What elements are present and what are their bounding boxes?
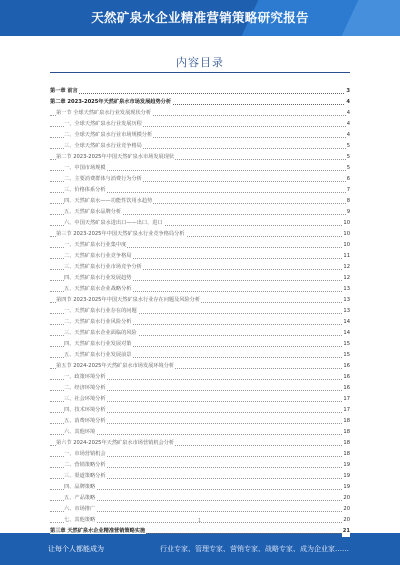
toc-entry-label: 一、市场营销机会 bbox=[64, 451, 106, 457]
toc-entry-label: 三、全球天然矿泉水行业竞争格局 bbox=[64, 143, 142, 149]
toc-entry[interactable] bbox=[50, 504, 350, 515]
toc-entry[interactable] bbox=[50, 284, 350, 295]
toc-entry-page: 11 bbox=[342, 251, 350, 262]
toc-entry-label: 六、其他环境 bbox=[64, 429, 96, 435]
toc-entry-label: 六、中国天然矿泉水进出口——出口、进口 bbox=[64, 220, 163, 226]
toc-entry-page: 4 bbox=[346, 108, 350, 119]
toc-entry-label: 四、天然矿泉水行业发展趋势 bbox=[64, 275, 132, 281]
page-number: 1 bbox=[198, 518, 202, 524]
toc-entry-label: 五、产品策略 bbox=[64, 495, 96, 501]
toc-entry[interactable] bbox=[50, 108, 350, 119]
toc-entry[interactable] bbox=[50, 97, 350, 108]
toc-entry-page: 10 bbox=[342, 240, 350, 251]
toc-entry-page: 16 bbox=[342, 361, 350, 372]
toc-entry[interactable] bbox=[50, 130, 350, 141]
toc-entry-page: 12 bbox=[342, 262, 350, 273]
toc-entry-label: 二、经济环境分析 bbox=[64, 385, 106, 391]
toc-entry-page: 16 bbox=[342, 383, 350, 394]
toc-entry[interactable] bbox=[50, 394, 350, 405]
toc-entry[interactable] bbox=[50, 163, 350, 174]
toc-entry[interactable] bbox=[50, 383, 350, 394]
toc-entry[interactable] bbox=[50, 438, 350, 449]
toc-entry-page: 14 bbox=[342, 317, 350, 328]
toc-entry-page: 15 bbox=[342, 350, 350, 361]
dot-leader bbox=[50, 93, 350, 94]
toc-entry[interactable] bbox=[50, 218, 350, 229]
toc-entry-page: 4 bbox=[345, 97, 350, 108]
toc-entry[interactable] bbox=[50, 229, 350, 240]
toc-entry-page: 5 bbox=[346, 152, 350, 163]
toc-entry[interactable] bbox=[50, 460, 350, 471]
toc-entry[interactable] bbox=[50, 185, 350, 196]
toc-entry-page: 18 bbox=[342, 438, 350, 449]
toc-entry-page: 13 bbox=[342, 306, 350, 317]
toc-entry-page: 15 bbox=[342, 339, 350, 350]
toc-entry[interactable] bbox=[50, 471, 350, 482]
toc-entry-page: 8 bbox=[346, 196, 350, 207]
toc-entry-page: 17 bbox=[342, 405, 350, 416]
toc-entry[interactable] bbox=[50, 416, 350, 427]
toc-entry-page: 19 bbox=[342, 482, 350, 493]
toc-entry-label: 第三节 2023-2025年中国天然矿泉水行业竞争格局分析 bbox=[56, 231, 185, 237]
toc-entry-label: 一、政策环境分析 bbox=[64, 374, 106, 380]
toc-entry[interactable] bbox=[50, 306, 350, 317]
toc-entry-label: 二、营销策略分析 bbox=[64, 462, 106, 468]
toc-entry[interactable] bbox=[50, 482, 350, 493]
toc-entry-label: 第三章 天然矿泉水企业精准营销策略实施 bbox=[50, 528, 146, 534]
toc-entry[interactable] bbox=[50, 372, 350, 383]
toc-entry-label: 三、天然矿泉水行业市场竞争分析 bbox=[64, 264, 142, 270]
toc-entry-page: 6 bbox=[346, 174, 350, 185]
toc-entry-page: 3 bbox=[345, 86, 350, 97]
toc-entry-label: 三、天然矿泉水企业面临的风险 bbox=[64, 330, 137, 336]
toc-entry-label: 四、技术环境分析 bbox=[64, 407, 106, 413]
toc-entry-label: 四、天然矿泉水——功能性饮用水趋势 bbox=[64, 198, 153, 204]
toc-entry[interactable] bbox=[50, 152, 350, 163]
toc-entry[interactable] bbox=[50, 317, 350, 328]
toc-entry-page: 4 bbox=[346, 130, 350, 141]
toc-entry-label: 第一章 前言 bbox=[50, 88, 78, 94]
toc-entry-page: 18 bbox=[342, 416, 350, 427]
toc-entry-label: 一、中国市场规模 bbox=[64, 165, 106, 171]
toc-entry[interactable] bbox=[50, 262, 350, 273]
report-header bbox=[0, 0, 400, 36]
toc-entry-label: 三、渠道策略分析 bbox=[64, 473, 106, 479]
toc-entry-label: 二、全球天然矿泉水行业市场规模分析 bbox=[64, 132, 153, 138]
toc-entry-page: 21 bbox=[342, 526, 350, 537]
footer-roles: 行业专家、管理专家、营销专家、战略专家、成为企业家…… bbox=[160, 545, 349, 553]
toc-entry-page: 13 bbox=[342, 295, 350, 306]
toc-entry[interactable] bbox=[50, 361, 350, 372]
toc-entry-label: 二、主要消费群体与消费行为分析 bbox=[64, 176, 142, 182]
toc-entry[interactable] bbox=[50, 339, 350, 350]
toc-entry-page: 12 bbox=[342, 273, 350, 284]
toc-entry-page: 5 bbox=[346, 141, 350, 152]
toc-entry-page: 20 bbox=[342, 504, 350, 515]
toc-entry-page: 14 bbox=[342, 328, 350, 339]
table-of-contents bbox=[50, 86, 350, 537]
toc-entry-page: 10 bbox=[342, 229, 350, 240]
toc-entry-label: 四、天然矿泉水行业发展对策 bbox=[64, 341, 132, 347]
toc-entry-page: 20 bbox=[342, 515, 350, 526]
footer-slogan: 让每个人都能成为 bbox=[48, 545, 104, 553]
toc-entry-label: 第六节 2024-2025年天然矿泉水市场营销机会分析 bbox=[56, 440, 175, 446]
report-title: 天然矿泉水企业精准营销策略研究报告 bbox=[91, 10, 309, 25]
toc-entry[interactable] bbox=[50, 350, 350, 361]
toc-entry[interactable] bbox=[50, 240, 350, 251]
toc-entry-page: 19 bbox=[342, 460, 350, 471]
toc-entry-page: 20 bbox=[342, 493, 350, 504]
toc-entry[interactable] bbox=[50, 86, 350, 97]
toc-entry-page: 7 bbox=[346, 185, 350, 196]
toc-entry-label: 五、天然矿泉水行业发展前景 bbox=[64, 352, 132, 358]
toc-entry[interactable] bbox=[50, 251, 350, 262]
toc-entry-label: 第二节 2023-2025年中国天然矿泉水市场发展现状 bbox=[56, 154, 175, 160]
toc-entry-label: 一、全球天然矿泉水行业发展历程 bbox=[64, 121, 142, 127]
toc-entry-label: 第二章 2023-2025年天然矿泉水市场发展趋势分析 bbox=[50, 99, 172, 105]
toc-entry-label: 二、天然矿泉水行业竞争格局 bbox=[64, 253, 132, 259]
toc-entry-label: 一、天然矿泉水行业集中度 bbox=[64, 242, 127, 248]
toc-entry-label: 三、社会环境分析 bbox=[64, 396, 106, 402]
toc-entry-label: 三、价格体系分析 bbox=[64, 187, 106, 193]
toc-entry[interactable] bbox=[50, 427, 350, 438]
toc-entry-label: 六、市场推广 bbox=[64, 506, 96, 512]
toc-entry-page: 10 bbox=[342, 218, 350, 229]
page-footer bbox=[0, 533, 400, 565]
toc-entry-label: 五、消费环境分析 bbox=[64, 418, 106, 424]
toc-entry-page: 19 bbox=[342, 471, 350, 482]
toc-entry[interactable] bbox=[50, 295, 350, 306]
toc-entry[interactable] bbox=[50, 174, 350, 185]
toc-entry-label: 五、天然矿泉水企业战略分析 bbox=[64, 286, 132, 292]
toc-entry-page: 4 bbox=[346, 119, 350, 130]
toc-entry-page: 13 bbox=[342, 284, 350, 295]
toc-entry[interactable] bbox=[50, 119, 350, 130]
toc-entry-page: 18 bbox=[342, 449, 350, 460]
toc-entry[interactable] bbox=[50, 207, 350, 218]
toc-entry-label: 七、其他策略 bbox=[64, 517, 96, 523]
toc-entry-label: 四、品牌策略 bbox=[64, 484, 96, 490]
toc-entry-page: 5 bbox=[346, 163, 350, 174]
toc-heading: 内容目录 bbox=[176, 56, 224, 69]
toc-entry-label: 五、天然矿泉水品牌分析 bbox=[64, 209, 122, 215]
toc-entry[interactable] bbox=[50, 328, 350, 339]
toc-entry[interactable] bbox=[50, 449, 350, 460]
toc-entry-label: 一、天然矿泉水行业存在的问题 bbox=[64, 308, 137, 314]
toc-entry-page: 9 bbox=[346, 207, 350, 218]
toc-entry-label: 第一节 全球天然矿泉水行业发展现状分析 bbox=[56, 110, 152, 116]
toc-entry[interactable] bbox=[50, 196, 350, 207]
toc-entry[interactable] bbox=[50, 493, 350, 504]
toc-entry-label: 第四节 2023-2025年中国天然矿泉水行业存在问题及风险分析 bbox=[56, 297, 201, 303]
toc-entry-label: 第五节 2024-2025年天然矿泉水市场发展环境分析 bbox=[56, 363, 175, 369]
divider bbox=[50, 72, 350, 73]
toc-entry-label: 二、天然矿泉水行业风险分析 bbox=[64, 319, 132, 325]
toc-entry-page: 16 bbox=[342, 372, 350, 383]
toc-entry-page: 18 bbox=[342, 427, 350, 438]
toc-entry[interactable] bbox=[50, 141, 350, 152]
toc-entry[interactable] bbox=[50, 405, 350, 416]
toc-entry-page: 17 bbox=[342, 394, 350, 405]
toc-entry[interactable] bbox=[50, 273, 350, 284]
